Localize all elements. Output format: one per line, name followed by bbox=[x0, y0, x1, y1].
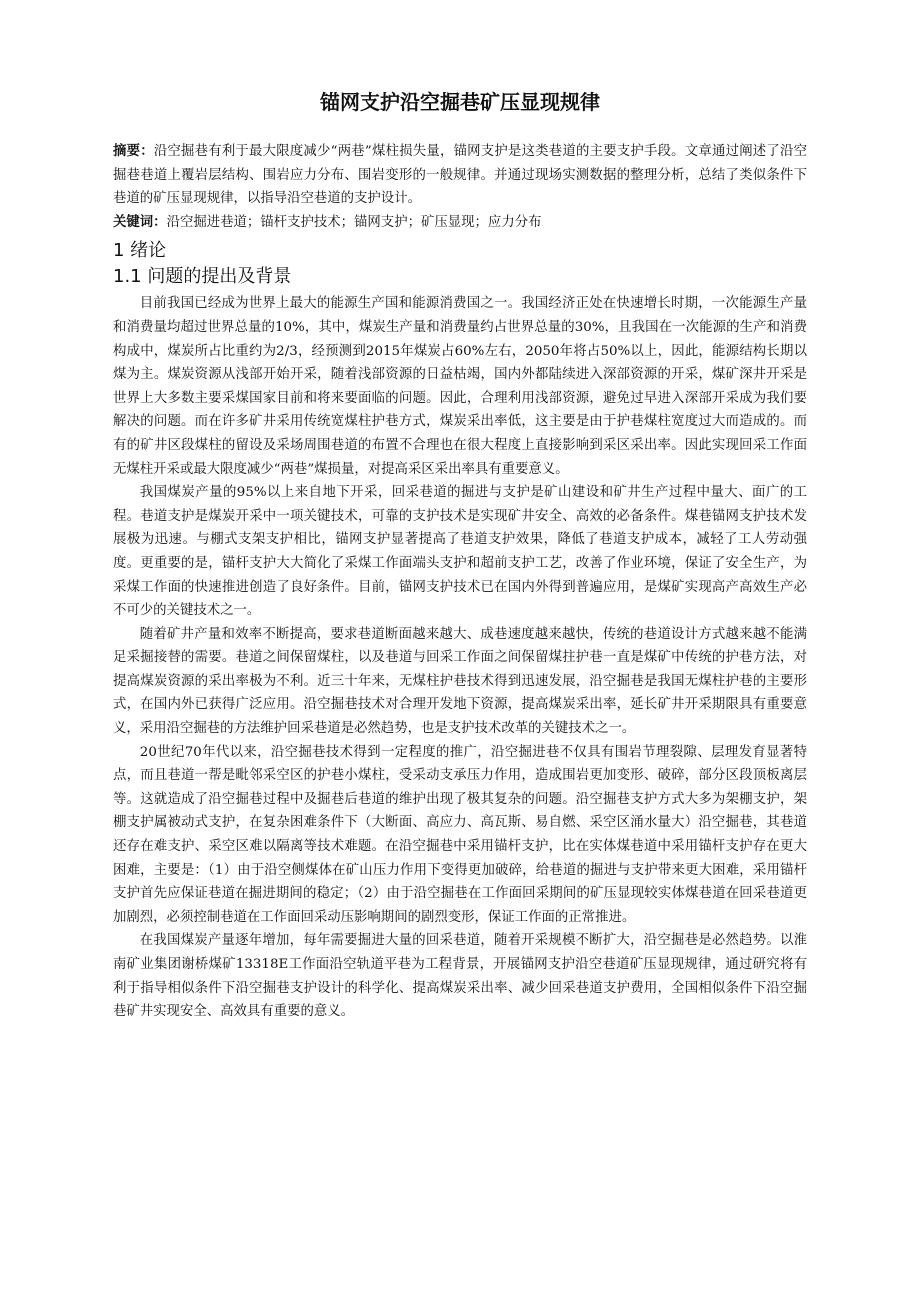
paragraph: 我国煤炭产量的95%以上来自地下开采，回采巷道的掘进与支护是矿山建设和矿井生产过程中量大、面广的工程。巷道支护是煤炭开采中一项关键技术，可靠的支护技术是实现矿井安全、高效的必备条件。煤巷锚网支护技术发展极为迅速。与棚式支架支护相比，锚网支护显著提高了巷道支护效果，降低了巷道支护成本，减轻了工人劳动强度。更重要的是，锚杆支护大大简化了采煤工作面端头支护和超前支护工艺，改善了作业环境，保证了安全生产，为采煤工作面的快速推进创造了良好条件。目前，锚网支护技术已在国内外得到普遍应用，是煤矿实现高产高效生产必不可少的关键技术之一。 bbox=[113, 485, 807, 619]
section-heading-introduction: 1 绪论 bbox=[113, 240, 167, 262]
document-title: 锚网支护沿空掘巷矿压显现规律 bbox=[320, 90, 600, 114]
abstract-label: 摘要： bbox=[113, 143, 154, 159]
keywords-label: 关键词： bbox=[113, 213, 167, 230]
paragraph: 随着矿井产量和效率不断提高，要求巷道断面越来越大、成巷速度越来越快，传统的巷道设计方式越来越不能满足采掘接替的需要。巷道之间保留煤柱，以及巷道与回采工作面之间保留煤拄护巷一直是煤矿中传统的护巷方法，对提高煤炭资源的采出率极为不利。近三十年来，无煤柱护巷技术得到迅速发展，沿空掘巷是我国无煤柱护巷的主要形式，在国内外已获得广泛应用。沿空掘巷技术对合理开发地下资源，提高煤炭采出率，延长矿井开采期限具有重要意义，采用沿空掘巷的方法维护回采巷道是必然趋势，也是支护技术改革的关键技术之一。 bbox=[113, 626, 807, 737]
keywords bbox=[113, 211, 807, 235]
section-heading-background: 1.1 问题的提出及背景 bbox=[113, 266, 292, 288]
keywords-text: 沿空掘进巷道；锚杆支护技术；锚网支护；矿压显现；应力分布 bbox=[166, 214, 542, 230]
abstract-text: 沿空掘巷有利于最大限度减少“两巷”煤柱损失量，锚网支护是这类巷道的主要支护手段。文章通过阐述了沿空掘巷巷道上覆岩层结构、围岩应力分布、围岩变形的一般规律。并通过现场实测数据的整理分析，总结了类似条件下巷道的矿压显现规律，以指导沿空巷道的支护设计。 bbox=[113, 144, 807, 207]
paragraph: 在我国煤炭产量逐年增加，每年需要掘进大量的回采巷道，随着开采规模不断扩大，沿空掘巷是必然趋势。以淮南矿业集团谢桥煤矿13318E工作面沿空轨道平巷为工程背景，开展锚网支护沿空巷道矿压显现规律，通过研究将有利于指导相似条件下沿空掘巷支护设计的科学化、提高煤炭采出率、减少回采巷道支护费用，全国相似条件下沿空掘巷矿井实现安全、高效具有重要的意义。 bbox=[113, 933, 807, 1020]
abstract bbox=[113, 140, 807, 211]
paragraph: 目前我国已经成为世界上最大的能源生产国和能源消费国之一。我国经济正处在快速增长时期，一次能源生产量和消费量均超过世界总量的10%，其中，煤炭生产量和消费量约占世界总量的30%，且我国在一次能源的生产和消费构成中，煤炭所占比重约为2/3，经预测到2015年煤炭占60%左右，2050年将占50%以上，因此，能源结构长期以煤为主。煤炭资源从浅部开始开采，随着浅部资源的日益枯竭，国内外都陆续进入深部资源的开采，煤矿深井开采是世界上大多数主要采煤国家目前和将来要面临的问题。因此，合理利用浅部资源，避免过早进入深部开采成为我们要解决的问题。而在许多矿井采用传统宽煤柱护巷方式，煤炭采出率低，这主要是由于护巷煤柱宽度过大而造成的。而有的矿井区段煤柱的留设及采场周围巷道的布置不合理也在很大程度上直接影响到采区采出率。因此实现回采工作面无煤柱开采或最大限度减少“两巷”煤损量，对提高采区采出率具有重要意义。 bbox=[113, 296, 807, 477]
paragraph: 20世纪70年代以来，沿空掘巷技术得到一定程度的推广，沿空掘进巷不仅具有围岩节理裂隙、层理发育显著特点，而且巷道一帮是毗邻采空区的护巷小煤柱，受采动支承压力作用，造成围岩更加变形、破碎，部分区段顶板离层等。这就造成了沿空掘巷过程中及掘巷后巷道的维护出现了极其复杂的问题。沿空掘巷支护方式大多为架棚支护，架棚支护属被动式支护，在复杂困难条件下（大断面、高应力、高瓦斯、易自燃、采空区涌水量大）沿空掘巷，其巷道还存在难支护、采空区难以隔离等技术难题。在沿空掘巷中采用锚杆支护，比在实体煤巷道中采用锚杆支护存在更大困难，主要是：（1）由于沿空侧煤体在矿山压力作用下变得更加破碎，给巷道的掘进与支护带来更大困难，采用锚杆支护首先应保证巷道在掘进期间的稳定；（2）由于沿空掘巷在工作面回采期间的矿压显现较实体煤巷道在回采巷道更加剧烈，必须控制巷道在工作面回采动压影响期间的剧烈变形，保证工作面的正常推进。 bbox=[113, 744, 807, 925]
document-body bbox=[113, 140, 807, 1024]
